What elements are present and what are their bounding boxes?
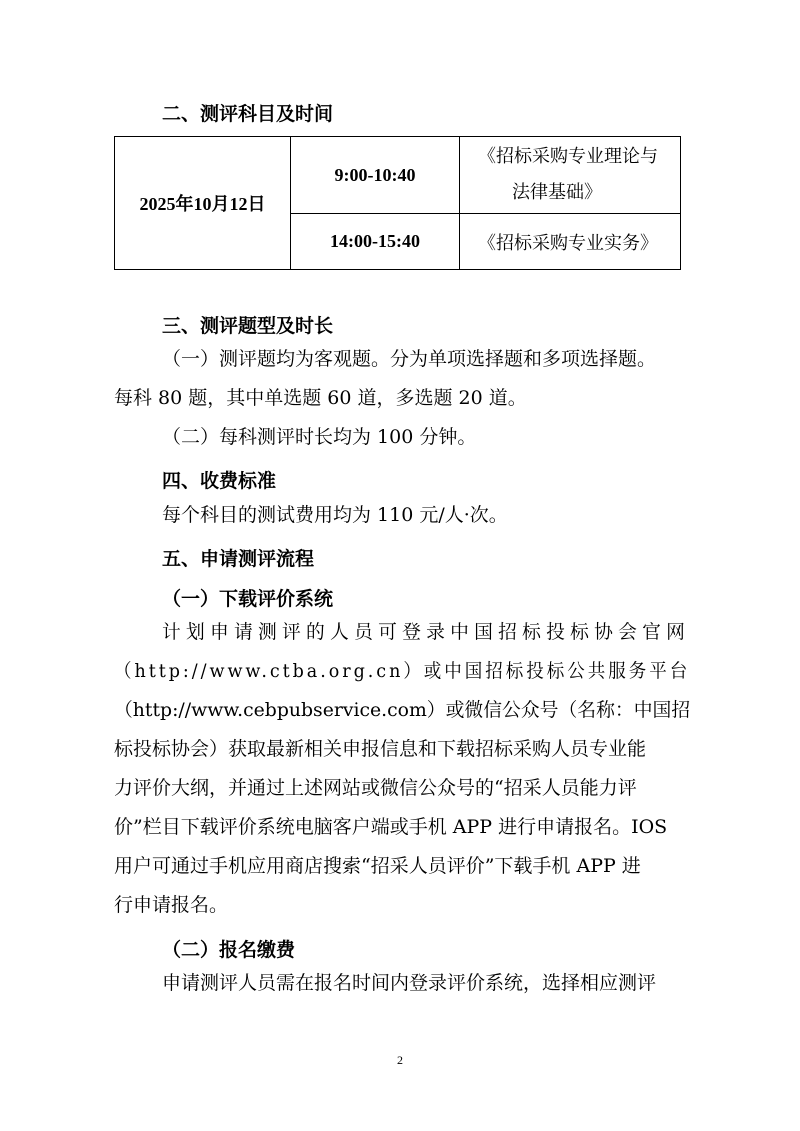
section-3-para-1-line-2: 每科 80 题，其中单选题 60 道，多选题 20 道。: [114, 387, 527, 409]
section-5-sub-1-line-5: 力评价大纲，并通过上述网站或微信公众号的“招采人员能力评: [114, 777, 637, 799]
section-5-sub-1-heading: （一）下载评价系统: [162, 588, 334, 610]
section-3-heading: 三、测评题型及时长: [162, 315, 334, 337]
section-4-heading: 四、收费标准: [162, 470, 277, 492]
section-4-para-1: 每个科目的测试费用均为 110 元/人·次。: [162, 504, 508, 526]
section-5-sub-1-line-2: （http://www.ctba.org.cn）或中国招标投标公共服务平台: [114, 660, 691, 682]
section-5-sub-1-line-7: 用户可通过手机应用商店搜索“招采人员评价”下载手机 APP 进: [114, 855, 641, 877]
section-5-heading: 五、申请测评流程: [162, 548, 315, 570]
section-3-para-1-line-1: （一）测评题均为客观题。分为单项选择题和多项选择题。: [162, 348, 657, 370]
section-5-sub-1-line-3: （http://www.cebpubservice.com）或微信公众号（名称：中国招: [114, 699, 691, 721]
section-2-heading: 二、测评科目及时间: [162, 103, 334, 125]
section-5-sub-1-line-8: 行申请报名。: [114, 894, 229, 916]
section-5-sub-2-line-1: 申请测评人员需在报名时间内登录评价系统，选择相应测评: [162, 972, 657, 994]
schedule-time-1: 9:00-10:40: [291, 137, 460, 214]
schedule-table: [114, 136, 681, 270]
schedule-subject-1: [460, 137, 681, 214]
section-5-sub-2-heading: （二）报名缴费: [162, 939, 296, 961]
section-5-sub-1-line-6: 价”栏目下载评价系统电脑客户端或手机 APP 进行申请报名。IOS: [114, 816, 668, 838]
schedule-subject-2: 《招标采购专业实务》: [460, 214, 681, 270]
section-5-sub-1-line-1: 计划申请测评的人员可登录中国招标投标协会官网: [162, 621, 691, 643]
schedule-subject-1-line1: 《招标采购专业理论与: [478, 146, 658, 167]
page-number: 2: [397, 1053, 403, 1067]
section-5-sub-1-line-4: 标投标协会）获取最新相关申报信息和下载招标采购人员专业能: [114, 738, 647, 760]
schedule-time-2: 14:00-15:40: [291, 214, 460, 270]
section-3-para-2: （二）每科测评时长均为 100 分钟。: [162, 426, 477, 448]
schedule-subject-1-line2: 法律基础》: [512, 182, 602, 203]
schedule-date: 2025年10月12日: [115, 137, 291, 270]
